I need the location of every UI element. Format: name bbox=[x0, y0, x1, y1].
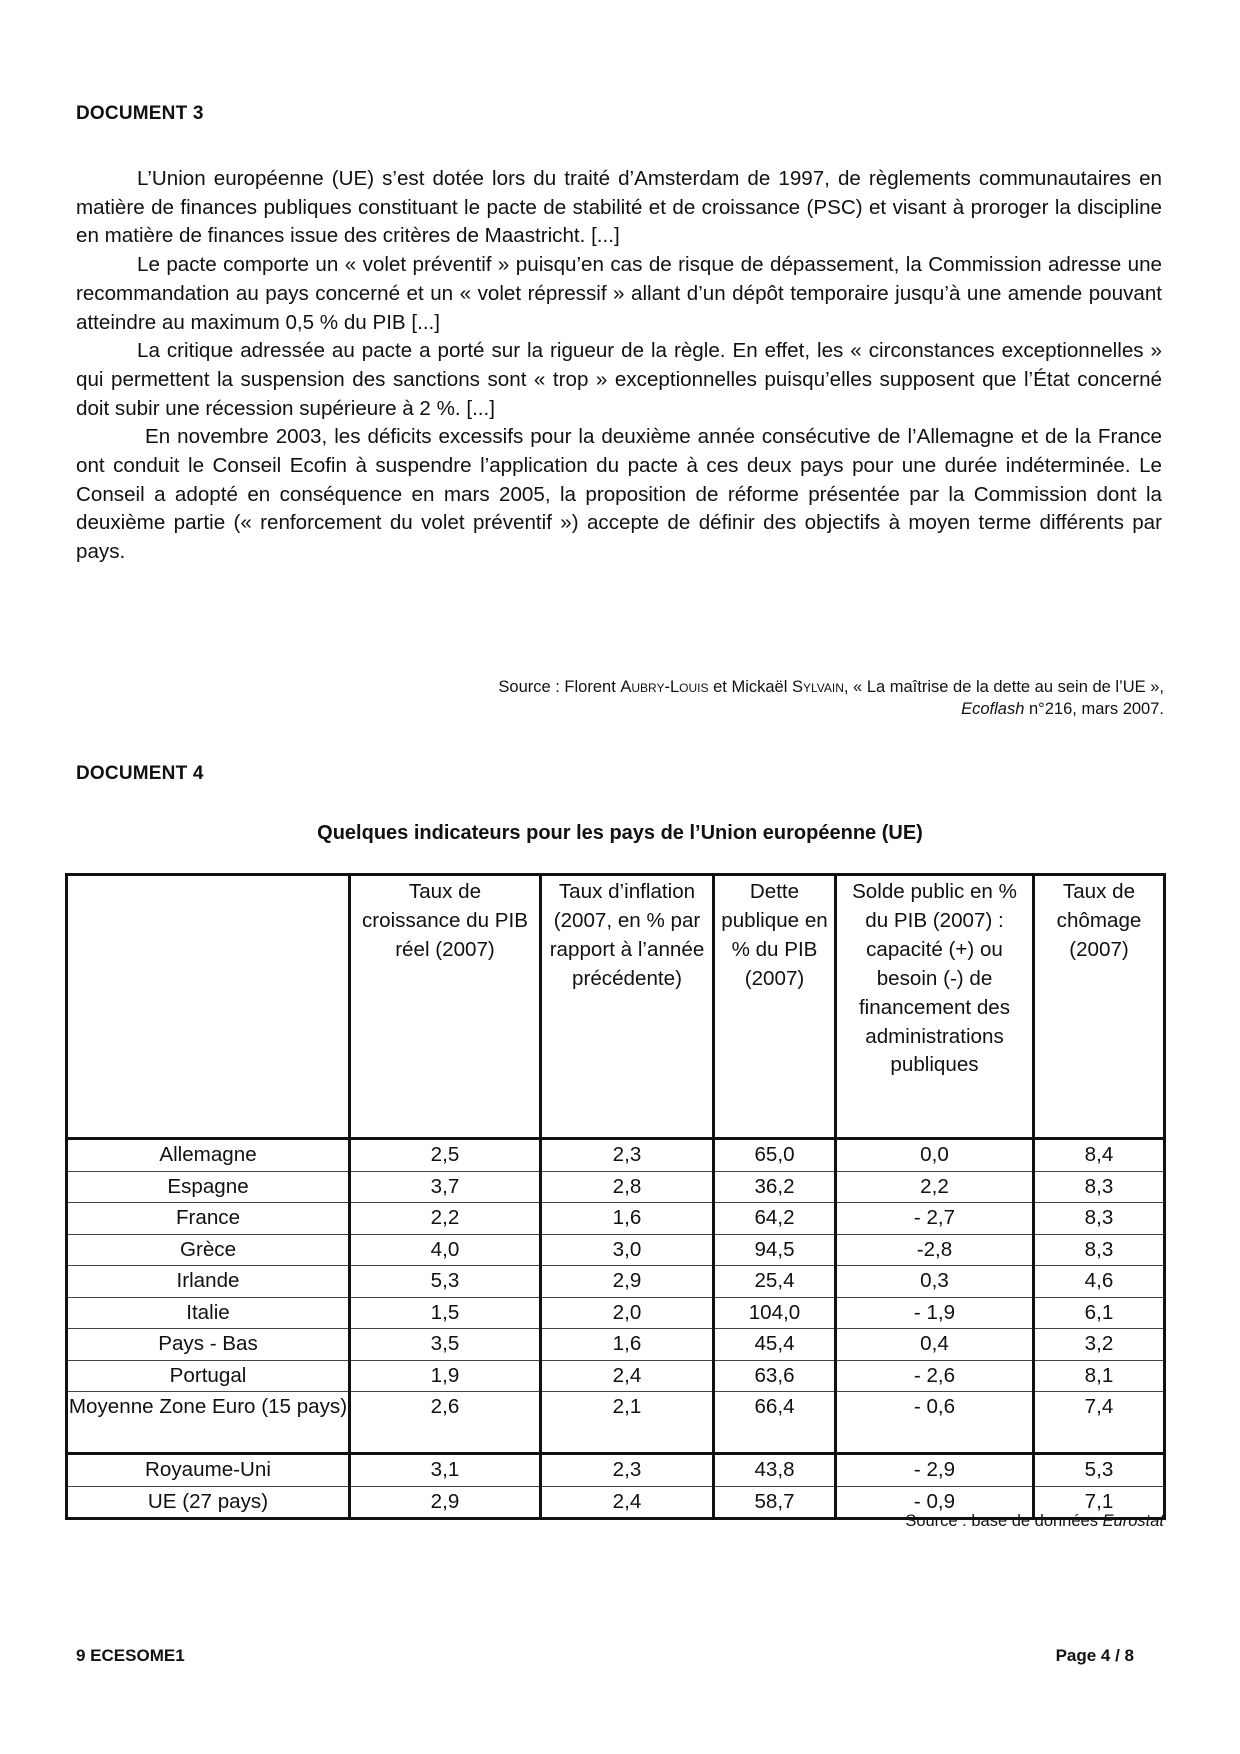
debt-cell: 65,0 bbox=[714, 1139, 836, 1172]
table-row bbox=[67, 1329, 1165, 1361]
unemployment-cell: 8,3 bbox=[1034, 1171, 1165, 1203]
country-cell: UE (27 pays) bbox=[67, 1486, 350, 1519]
country-cell: Moyenne Zone Euro (15 pays) bbox=[67, 1392, 350, 1454]
inflation-cell: 2,3 bbox=[541, 1454, 714, 1487]
country-cell: Royaume-Uni bbox=[67, 1454, 350, 1487]
growth-cell: 3,5 bbox=[350, 1329, 541, 1361]
inflation-cell: 3,0 bbox=[541, 1234, 714, 1266]
debt-cell: 63,6 bbox=[714, 1360, 836, 1392]
unemployment-cell: 7,4 bbox=[1034, 1392, 1165, 1454]
growth-cell: 5,3 bbox=[350, 1266, 541, 1298]
unemployment-cell: 8,1 bbox=[1034, 1360, 1165, 1392]
document-3-body bbox=[76, 165, 1162, 567]
column-header-inflation: Taux d’inflation (2007, en % par rapport à l’année précédente) bbox=[541, 875, 714, 1139]
inflation-cell: 2,4 bbox=[541, 1486, 714, 1519]
table-title: Quelques indicateurs pour les pays de l’Union européenne (UE) bbox=[317, 822, 923, 844]
indicators-table bbox=[65, 873, 1166, 1520]
inflation-cell: 2,3 bbox=[541, 1139, 714, 1172]
table-row bbox=[67, 1454, 1165, 1487]
growth-cell: 3,1 bbox=[350, 1454, 541, 1487]
document-4-heading: DOCUMENT 4 bbox=[76, 763, 204, 784]
balance-cell: 0,3 bbox=[836, 1266, 1034, 1298]
unemployment-cell: 5,3 bbox=[1034, 1454, 1165, 1487]
debt-cell: 43,8 bbox=[714, 1454, 836, 1487]
balance-cell: - 1,9 bbox=[836, 1297, 1034, 1329]
country-cell: Espagne bbox=[67, 1171, 350, 1203]
document-3-heading: DOCUMENT 3 bbox=[76, 103, 204, 124]
balance-cell: - 2,7 bbox=[836, 1203, 1034, 1235]
country-cell: Allemagne bbox=[67, 1139, 350, 1172]
paragraph-3: La critique adressée au pacte a porté sur la rigueur de la règle. En effet, les « circonstances exceptionnelles » qui permettent la suspension des sanctions sont « trop » exceptionnelles puisqu’elles supposent que l’État concerné doit subir une récession supérieure à 2 %. [...] bbox=[76, 339, 1162, 420]
growth-cell: 3,7 bbox=[350, 1171, 541, 1203]
table-row bbox=[67, 1139, 1165, 1172]
debt-cell: 66,4 bbox=[714, 1392, 836, 1454]
unemployment-cell: 3,2 bbox=[1034, 1329, 1165, 1361]
unemployment-cell: 8,3 bbox=[1034, 1234, 1165, 1266]
unemployment-cell: 6,1 bbox=[1034, 1297, 1165, 1329]
column-header-country bbox=[67, 875, 350, 1139]
inflation-cell: 2,0 bbox=[541, 1297, 714, 1329]
page-number: Page 4 / 8 bbox=[1055, 1646, 1134, 1665]
debt-cell: 25,4 bbox=[714, 1266, 836, 1298]
column-header-public-balance: Solde public en % du PIB (2007) : capacité (+) ou besoin (-) de financement des administrations publiques bbox=[836, 875, 1034, 1139]
column-header-growth: Taux de croissance du PIB réel (2007) bbox=[350, 875, 541, 1139]
inflation-cell: 1,6 bbox=[541, 1203, 714, 1235]
growth-cell: 4,0 bbox=[350, 1234, 541, 1266]
paragraph-2: Le pacte comporte un « volet préventif » puisqu’en cas de risque de dépassement, la Commission adresse une recommandation au pays concerné et un « volet répressif » allant d’un dépôt temporaire jusqu’à une amende pouvant atteindre au maximum 0,5 % du PIB [...] bbox=[76, 253, 1162, 334]
unemployment-cell: 8,3 bbox=[1034, 1203, 1165, 1235]
growth-cell: 2,5 bbox=[350, 1139, 541, 1172]
unemployment-cell: 4,6 bbox=[1034, 1266, 1165, 1298]
country-cell: Pays - Bas bbox=[67, 1329, 350, 1361]
table-row bbox=[67, 1266, 1165, 1298]
growth-cell: 1,9 bbox=[350, 1360, 541, 1392]
growth-cell: 2,6 bbox=[350, 1392, 541, 1454]
debt-cell: 45,4 bbox=[714, 1329, 836, 1361]
country-cell: Portugal bbox=[67, 1360, 350, 1392]
table-row bbox=[67, 1360, 1165, 1392]
paragraph-1: L’Union européenne (UE) s’est dotée lors du traité d’Amsterdam de 1997, de règlements communautaires en matière de finances publiques constituant le pacte de stabilité et de croissance (PSC) et visant à proroger la discipline en matière de finances issue des critères de Maastricht. [...] bbox=[76, 167, 1162, 248]
balance-cell: - 2,6 bbox=[836, 1360, 1034, 1392]
unemployment-cell: 8,4 bbox=[1034, 1139, 1165, 1172]
debt-cell: 64,2 bbox=[714, 1203, 836, 1235]
table-row bbox=[67, 1171, 1165, 1203]
balance-cell: - 0,9 bbox=[836, 1486, 1034, 1519]
debt-cell: 58,7 bbox=[714, 1486, 836, 1519]
growth-cell: 2,9 bbox=[350, 1486, 541, 1519]
document-3-source: Source : Florent Aubry-Louis et Mickaël Sylvain, « La maîtrise de la dette au sein de l’UE », Ecoflash n°216, mars 2007. bbox=[498, 678, 1164, 718]
growth-cell: 2,2 bbox=[350, 1203, 541, 1235]
country-cell: France bbox=[67, 1203, 350, 1235]
country-cell: Italie bbox=[67, 1297, 350, 1329]
table-row bbox=[67, 1234, 1165, 1266]
inflation-cell: 2,4 bbox=[541, 1360, 714, 1392]
inflation-cell: 2,1 bbox=[541, 1392, 714, 1454]
growth-cell: 1,5 bbox=[350, 1297, 541, 1329]
table-header-row bbox=[67, 875, 1165, 1139]
balance-cell: 2,2 bbox=[836, 1171, 1034, 1203]
column-header-debt: Dette publique en % du PIB (2007) bbox=[714, 875, 836, 1139]
inflation-cell: 2,9 bbox=[541, 1266, 714, 1298]
table-row bbox=[67, 1203, 1165, 1235]
balance-cell: 0,0 bbox=[836, 1139, 1034, 1172]
inflation-cell: 1,6 bbox=[541, 1329, 714, 1361]
paragraph-4: En novembre 2003, les déficits excessifs pour la deuxième année consécutive de l’Allemagne et de la France ont conduit le Conseil Ecofin à suspendre l’application du pacte à ces deux pays pour une durée indéterminée. Le Conseil a adopté en conséquence en mars 2005, la proposition de réforme présentée par la Commission dont la deuxième partie (« renforcement du volet préventif ») accepte de définir des objectifs à moyen terme différents par pays. bbox=[76, 425, 1162, 564]
inflation-cell: 2,8 bbox=[541, 1171, 714, 1203]
table-row-eurozone-average bbox=[67, 1392, 1165, 1454]
table-source: Source : base de données Eurostat bbox=[905, 1512, 1164, 1530]
column-header-unemployment: Taux de chômage (2007) bbox=[1034, 875, 1165, 1139]
footer-code: 9 ECESOME1 bbox=[76, 1646, 185, 1665]
debt-cell: 104,0 bbox=[714, 1297, 836, 1329]
country-cell: Grèce bbox=[67, 1234, 350, 1266]
balance-cell: - 2,9 bbox=[836, 1454, 1034, 1487]
balance-cell: -2,8 bbox=[836, 1234, 1034, 1266]
unemployment-cell: 7,1 bbox=[1034, 1486, 1165, 1519]
table-row bbox=[67, 1297, 1165, 1329]
debt-cell: 36,2 bbox=[714, 1171, 836, 1203]
debt-cell: 94,5 bbox=[714, 1234, 836, 1266]
country-cell: Irlande bbox=[67, 1266, 350, 1298]
balance-cell: - 0,6 bbox=[836, 1392, 1034, 1454]
balance-cell: 0,4 bbox=[836, 1329, 1034, 1361]
